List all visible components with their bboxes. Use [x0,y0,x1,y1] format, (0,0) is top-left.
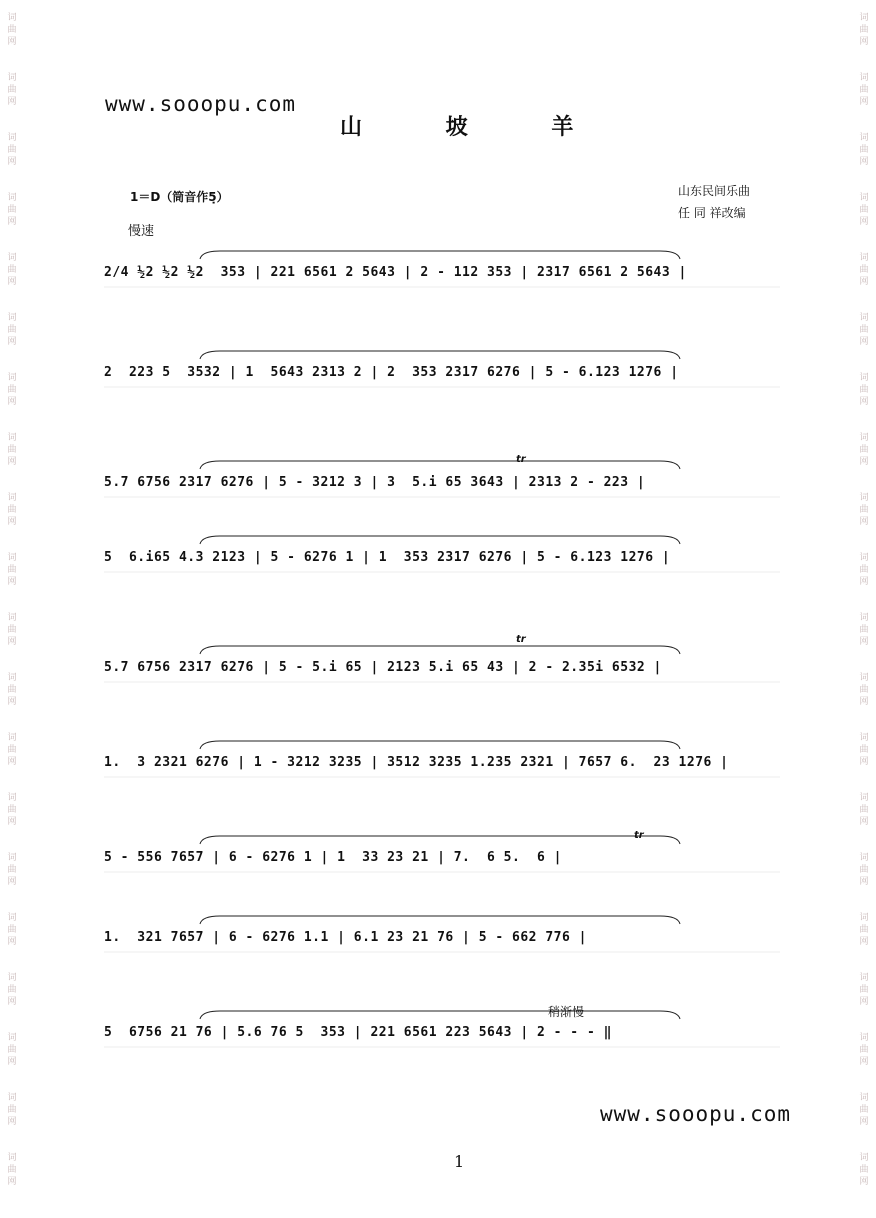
watermark-glyph: 网 [859,697,869,707]
watermark-glyph: 网 [7,157,17,167]
notation-text: 5.7 6756 2317 6276 | 5 - 3212 3 | 3 5.i 65 3643 | 2313 2 - 223 | [104,475,646,490]
watermark-glyph: 网 [7,637,17,647]
watermark-glyph: 曲 [7,145,17,155]
watermark-glyph: 词 [7,433,17,443]
watermark-glyph: 网 [7,877,17,887]
trill-mark-2: tr [516,634,526,645]
watermark-glyph: 词 [859,913,869,923]
watermark-glyph: 词 [859,853,869,863]
watermark-glyph: 词 [7,193,17,203]
watermark-block [7,120,16,180]
watermark-block [859,600,868,660]
slur [200,836,680,844]
watermark-glyph: 词 [7,733,17,743]
watermark-glyph: 词 [859,613,869,623]
watermark-glyph: 网 [859,517,869,527]
watermark-glyph: 网 [859,337,869,347]
watermark-block [7,840,16,900]
right-watermark-strip [852,0,876,1218]
watermark-glyph: 词 [7,973,17,983]
watermark-glyph: 网 [7,517,17,527]
watermark-glyph: 网 [7,397,17,407]
watermark-block [859,660,868,720]
watermark-glyph: 曲 [7,805,17,815]
watermark-block [7,1080,16,1140]
key-signature: 1＝D（筒音作5̣） [130,190,229,204]
watermark-block [859,120,868,180]
watermark-glyph: 词 [859,673,869,683]
watermark-glyph: 曲 [859,565,869,575]
watermark-block [7,0,16,60]
watermark-glyph: 曲 [7,1105,17,1115]
song-title: 山 坡 羊 [340,114,612,140]
watermark-block [7,1140,16,1200]
watermark-glyph: 网 [7,277,17,287]
watermark-glyph: 曲 [859,805,869,815]
watermark-glyph: 词 [7,1033,17,1043]
watermark-glyph: 曲 [859,325,869,335]
watermark-glyph: 词 [7,793,17,803]
watermark-glyph: 网 [859,877,869,887]
watermark-glyph: 词 [7,313,17,323]
watermark-glyph: 词 [859,373,869,383]
watermark-glyph: 网 [859,277,869,287]
watermark-glyph: 曲 [859,1165,869,1175]
watermark-block [859,0,868,60]
watermark-glyph: 网 [7,697,17,707]
watermark-block [859,60,868,120]
watermark-glyph: 网 [859,817,869,827]
site-url-top[interactable]: www.sooopu.com [105,92,297,116]
watermark-glyph: 网 [859,37,869,47]
watermark-block [859,180,868,240]
trill-mark-1: tr [516,454,526,465]
slur [200,351,680,359]
watermark-block [859,780,868,840]
watermark-glyph: 词 [859,133,869,143]
watermark-block [7,300,16,360]
watermark-glyph: 网 [7,337,17,347]
watermark-glyph: 曲 [7,85,17,95]
watermark-glyph: 曲 [7,865,17,875]
watermark-block [7,960,16,1020]
watermark-glyph: 网 [859,1177,869,1187]
watermark-glyph: 词 [7,373,17,383]
watermark-glyph: 网 [7,457,17,467]
watermark-glyph: 曲 [859,625,869,635]
watermark-block [7,720,16,780]
watermark-block [859,300,868,360]
watermark-block [7,420,16,480]
watermark-glyph: 词 [859,313,869,323]
watermark-glyph: 曲 [859,505,869,515]
watermark-glyph: 网 [7,97,17,107]
watermark-glyph: 曲 [859,385,869,395]
watermark-glyph: 网 [7,757,17,767]
watermark-block [7,360,16,420]
watermark-glyph: 词 [859,13,869,23]
watermark-glyph: 网 [859,1057,869,1067]
watermark-glyph: 词 [859,973,869,983]
watermark-glyph: 曲 [859,85,869,95]
watermark-glyph: 网 [7,1057,17,1067]
score-line [100,910,790,970]
watermark-glyph: 词 [7,1093,17,1103]
arranger: 任 同 祥改编 [678,206,746,220]
score-line [100,530,790,590]
watermark-glyph: 曲 [7,445,17,455]
watermark-glyph: 曲 [859,25,869,35]
watermark-glyph: 词 [7,13,17,23]
watermark-glyph: 词 [859,1153,869,1163]
watermark-block [7,480,16,540]
watermark-block [7,900,16,960]
notation-text: 2/4 ½2 ½2 ½2 353 | 221 6561 2 5643 | 2 - 112 353 | 2317 6561 2 5643 | [104,265,687,280]
watermark-glyph: 网 [859,937,869,947]
watermark-glyph: 网 [859,577,869,587]
notation-text: 5 6756 21 76 | 5.6 76 5 353 | 221 6561 223 5643 | 2 - - - ‖ [104,1025,612,1040]
watermark-glyph: 网 [859,757,869,767]
watermark-glyph: 词 [7,1153,17,1163]
slur [200,1011,680,1019]
watermark-glyph: 词 [859,733,869,743]
watermark-glyph: 曲 [859,1045,869,1055]
watermark-block [859,1020,868,1080]
watermark-block [859,540,868,600]
watermark-glyph: 词 [859,433,869,443]
watermark-glyph: 网 [7,937,17,947]
watermark-glyph: 曲 [7,925,17,935]
watermark-glyph: 曲 [7,745,17,755]
watermark-glyph: 词 [7,673,17,683]
score-line [100,345,790,405]
watermark-glyph: 曲 [7,205,17,215]
watermark-glyph: 曲 [7,565,17,575]
score-line [100,245,790,305]
watermark-glyph: 曲 [859,205,869,215]
watermark-glyph: 曲 [859,685,869,695]
slur [200,741,680,749]
notation-text: 5 6.i65 4.3 2123 | 5 - 6276 1 | 1 353 2317 6276 | 5 - 6.123 1276 | [104,550,671,565]
score-line [100,1005,790,1065]
left-watermark-strip [0,0,24,1218]
watermark-block [7,780,16,840]
watermark-glyph: 网 [859,397,869,407]
watermark-glyph: 词 [859,193,869,203]
watermark-glyph: 曲 [7,1165,17,1175]
watermark-block [859,1080,868,1140]
watermark-glyph: 曲 [7,385,17,395]
watermark-glyph: 网 [7,37,17,47]
watermark-block [859,360,868,420]
watermark-glyph: 曲 [7,985,17,995]
watermark-glyph: 网 [859,997,869,1007]
watermark-glyph: 曲 [7,625,17,635]
watermark-glyph: 网 [7,1177,17,1187]
notation-text: 1. 3 2321 6276 | 1 - 3212 3235 | 3512 3235 1.235 2321 | 7657 6. 23 1276 | [104,755,729,770]
watermark-glyph: 词 [7,853,17,863]
watermark-block [7,540,16,600]
watermark-block [859,240,868,300]
watermark-glyph: 词 [7,73,17,83]
watermark-glyph: 网 [859,457,869,467]
watermark-glyph: 词 [859,1093,869,1103]
watermark-glyph: 词 [859,253,869,263]
watermark-glyph: 曲 [7,685,17,695]
slur [200,251,680,259]
watermark-glyph: 词 [859,793,869,803]
watermark-glyph: 曲 [7,1045,17,1055]
watermark-glyph: 网 [859,157,869,167]
notation-text: 2 223 5 3532 | 1 5643 2313 2 | 2 353 2317 6276 | 5 - 6.123 1276 | [104,365,679,380]
watermark-block [859,960,868,1020]
slur [200,461,680,469]
watermark-glyph: 词 [859,493,869,503]
slur [200,536,680,544]
watermark-glyph: 网 [7,817,17,827]
watermark-block [859,900,868,960]
watermark-glyph: 词 [7,133,17,143]
slur [200,916,680,924]
trill-mark-3: tr [634,830,644,841]
ending-tempo-mark: 稍渐慢 [548,1005,585,1019]
watermark-block [859,840,868,900]
watermark-glyph: 曲 [859,745,869,755]
score-line [100,735,790,795]
watermark-glyph: 网 [859,217,869,227]
watermark-block [7,180,16,240]
watermark-glyph: 曲 [7,325,17,335]
watermark-glyph: 曲 [859,1105,869,1115]
score-line [100,830,790,890]
watermark-glyph: 网 [7,997,17,1007]
watermark-block [859,420,868,480]
watermark-glyph: 曲 [859,265,869,275]
watermark-glyph: 曲 [859,925,869,935]
tempo-marking: 慢速 [128,224,155,239]
watermark-block [859,720,868,780]
watermark-glyph: 曲 [859,445,869,455]
watermark-glyph: 曲 [859,865,869,875]
watermark-glyph: 网 [859,637,869,647]
watermark-block [7,60,16,120]
watermark-glyph: 曲 [7,265,17,275]
watermark-glyph: 网 [7,217,17,227]
watermark-block [7,1020,16,1080]
watermark-glyph: 网 [7,577,17,587]
slur [200,646,680,654]
watermark-block [7,600,16,660]
watermark-glyph: 词 [7,493,17,503]
watermark-block [859,480,868,540]
watermark-glyph: 网 [7,1117,17,1127]
score-line [100,455,790,515]
page-number: 1 [454,1152,465,1171]
watermark-block [7,240,16,300]
watermark-glyph: 词 [7,613,17,623]
source-credits [678,180,750,224]
notation-text: 1. 321 7657 | 6 - 6276 1.1 | 6.1 23 21 76 | 5 - 662 776 | [104,930,587,945]
site-url-bottom[interactable]: www.sooopu.com [600,1102,792,1126]
score-line [100,640,790,700]
watermark-glyph: 曲 [7,505,17,515]
watermark-glyph: 词 [7,253,17,263]
notation-text: 5.7 6756 2317 6276 | 5 - 5.i 65 | 2123 5.i 65 43 | 2 - 2.35i 6532 | [104,660,662,675]
watermark-glyph: 网 [859,1117,869,1127]
watermark-glyph: 曲 [859,985,869,995]
watermark-glyph: 词 [7,553,17,563]
watermark-glyph: 曲 [859,145,869,155]
watermark-glyph: 网 [859,97,869,107]
watermark-block [859,1140,868,1200]
watermark-glyph: 词 [859,1033,869,1043]
watermark-glyph: 词 [859,553,869,563]
watermark-glyph: 词 [859,73,869,83]
watermark-block [7,660,16,720]
watermark-glyph: 曲 [7,25,17,35]
watermark-glyph: 词 [7,913,17,923]
source-origin: 山东民间乐曲 [678,184,751,198]
notation-text: 5 - 556 7657 | 6 - 6276 1 | 1 33 23 21 | 7. 6 5. 6 | [104,850,562,865]
